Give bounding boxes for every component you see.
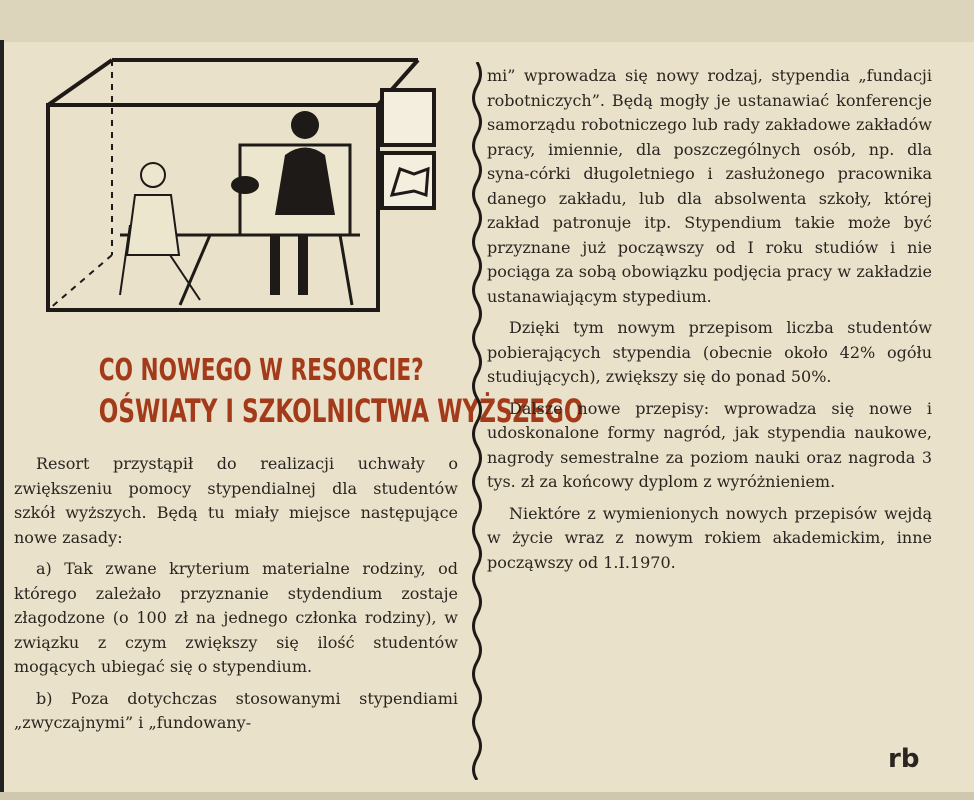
top-margin xyxy=(0,0,974,42)
headline-line-2: OŚWIATY I SZKOLNICTWA WYŻSZEGO xyxy=(98,392,584,430)
paragraph: Resort przystąpił do realizacji uchwały o zwiększeniu pomocy stypendialnej dla studentów szkół wyższych. Będą tu miały miejsce następujące nowe zasady: xyxy=(14,454,458,547)
headline-line-1: CO NOWEGO W RESORCIE? xyxy=(98,353,424,388)
paragraph: a) Tak zwane kryterium materialne rodziny, od którego zależało przyznanie stydendium zostaje złagodzone (o 100 zł na jednego członka rodziny), w związku z czym zwiększy się ilość studentów mogących ubiegać się o stypendium. xyxy=(14,559,458,676)
bottom-margin xyxy=(0,792,974,800)
left-border-rule xyxy=(0,40,4,792)
author-signature: rb xyxy=(888,744,920,774)
right-column xyxy=(487,64,932,582)
paragraph: mi” wprowadza się nowy rodzaj, stypendia „fundacji robotniczych”. Będą mogły je ustanawiać konferencje samorządu robotniczego lub rady zakładowe zakładów pracy, imiennie, dla poszczególnych osób, np. dla syna-córki długoletniego i zasłużonego pracownika danego zakładu, lub dla absolwenta szkoły, której zakład patronuje itp. Stypendium takie może być przyznane już począwszy od I roku studiów i nie pociąga za sobą obowiązku podjęcia pracy w zakładzie ustanawiającym stypedium. xyxy=(487,66,932,306)
paragraph: b) Poza dotychczas stosowanymi stypendiami „zwyczajnymi” i „fundowany- xyxy=(14,688,458,732)
office-interview-illustration xyxy=(40,55,470,325)
paragraph: Dalsze nowe przepisy: wprowadza się nowe i udoskonalone formy nagród, jak stypendia naukowe, nagrody semestralne za poziom nauki oraz nagroda 3 tys. zł za końcowy dyplom z wyróżnieniem. xyxy=(487,398,932,491)
wavy-column-divider xyxy=(470,62,484,780)
left-column xyxy=(14,452,458,743)
paragraph: Niektóre z wymienionych nowych przepisów wejdą w życie wraz z nowym rokiem akademickim, inne począwszy od 1.I.1970. xyxy=(487,503,932,572)
headline xyxy=(40,352,584,432)
paragraph: Dzięki tym nowym przepisom liczba studentów pobierających stypendia (obecnie około 42% ogółu studiujących), zwiększy się do ponad 50%. xyxy=(487,318,932,386)
